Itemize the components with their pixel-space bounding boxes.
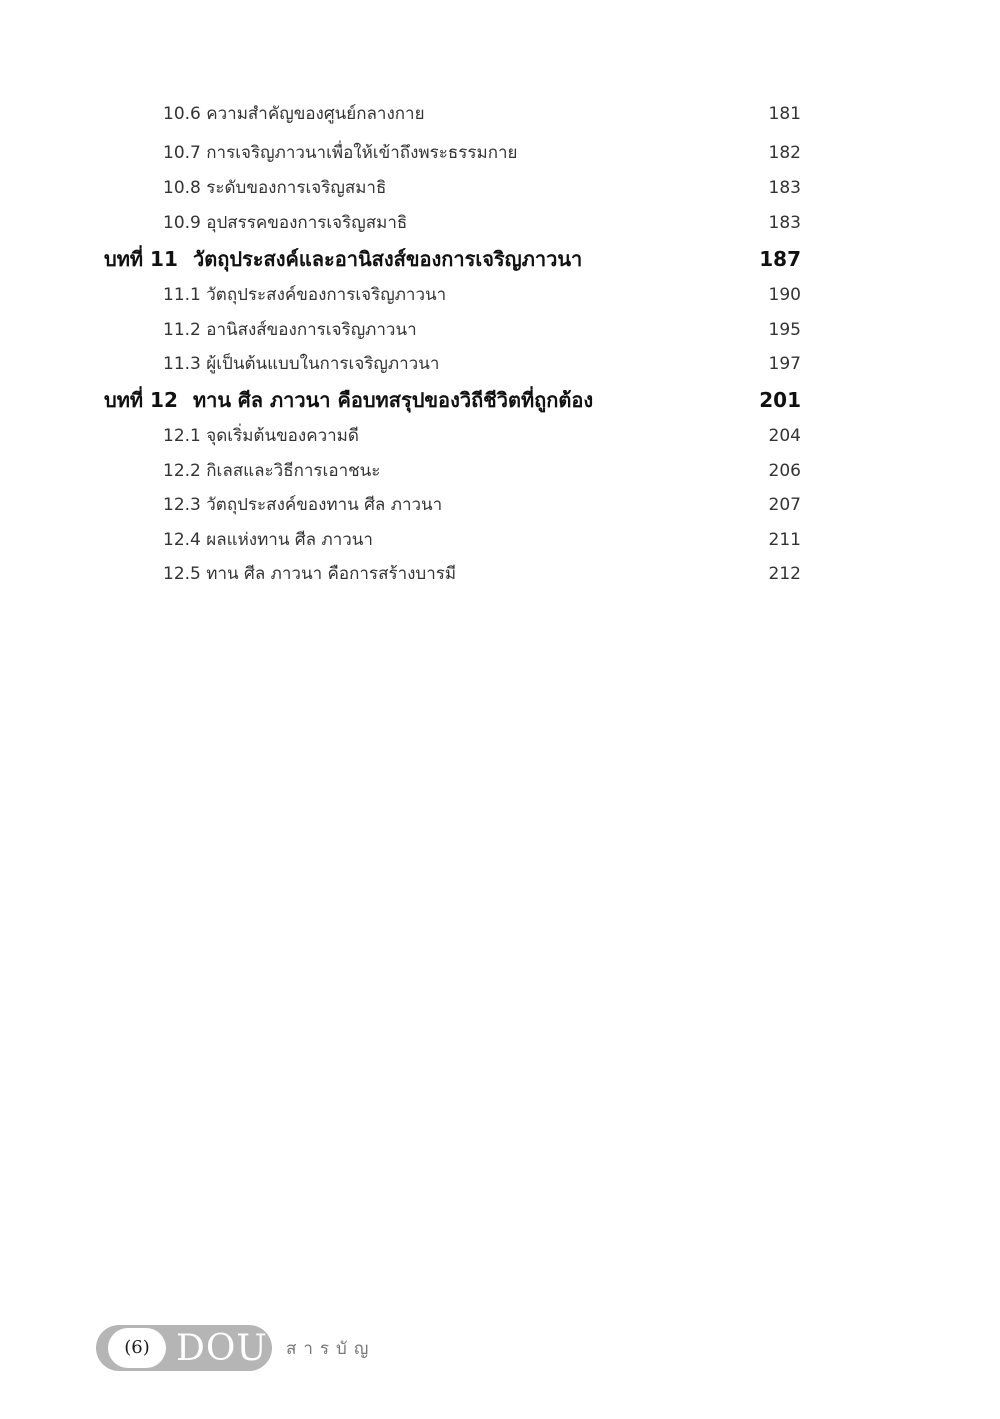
toc-entry — [0, 347, 1000, 381]
toc-entry-page: 207 — [768, 495, 801, 515]
toc-entry-title: 12.5 ทาน ศีล ภาวนา คือการสร้างบารมี — [163, 564, 457, 584]
toc-entry-title: 12.1 จุดเริ่มต้นของความดี — [163, 426, 359, 446]
chapter-title: ทาน ศีล ภาวนา คือบทสรุปของวิถีชีวิตที่ถูกต้อง — [193, 388, 594, 412]
toc-entry — [0, 557, 1000, 591]
toc-entry — [0, 171, 1000, 205]
toc-entry-page: 212 — [768, 564, 801, 584]
toc-chapter-heading — [0, 242, 1000, 276]
toc-entry-title: 11.1 วัตถุประสงค์ของการเจริญภาวนา — [163, 285, 447, 305]
toc-entry — [0, 523, 1000, 557]
toc-entry — [0, 97, 1000, 131]
brand-logo: DOU — [176, 1328, 268, 1369]
toc-entry — [0, 419, 1000, 453]
toc-entry-title: 12.2 กิเลสและวิธีการเอาชนะ — [163, 461, 381, 481]
chapter-number: บทที่ 12 — [104, 388, 178, 412]
toc-entry-title: 10.8 ระดับของการเจริญสมาธิ — [163, 178, 387, 198]
page-footer — [96, 1325, 496, 1373]
page-number: (6) — [108, 1328, 166, 1368]
toc-entry-title: 10.7 การเจริญภาวนาเพื่อให้เข้าถึงพระธรรมกาย — [163, 143, 518, 163]
toc-entry-title: 12.4 ผลแห่งทาน ศีล ภาวนา — [163, 530, 373, 550]
toc-entry-page: 204 — [768, 426, 801, 446]
toc-entry-title: 10.6 ความสำคัญของศูนย์กลางกาย — [163, 104, 425, 124]
toc-entry — [0, 206, 1000, 240]
toc-entry-page: 183 — [768, 213, 801, 233]
toc-entry-page: 183 — [768, 178, 801, 198]
toc-entry — [0, 278, 1000, 312]
chapter-title: วัตถุประสงค์และอานิสงส์ของการเจริญภาวนา — [193, 247, 583, 271]
toc-entry-page: 190 — [768, 285, 801, 305]
toc-entry — [0, 313, 1000, 347]
toc-chapter-title — [104, 242, 582, 276]
toc-entry-page: 182 — [768, 143, 801, 163]
toc-chapter-page: 201 — [759, 388, 801, 412]
toc-chapter-page: 187 — [759, 247, 801, 271]
toc-entry-page: 206 — [768, 461, 801, 481]
toc-entry — [0, 136, 1000, 170]
footer-badge — [96, 1325, 272, 1371]
toc-entry-page: 181 — [768, 104, 801, 124]
toc-entry-page: 211 — [768, 530, 801, 550]
toc-entry-page: 195 — [768, 320, 801, 340]
toc-entry-title: 12.3 วัตถุประสงค์ของทาน ศีล ภาวนา — [163, 495, 443, 515]
toc-entry-title: 10.9 อุปสรรคของการเจริญสมาธิ — [163, 213, 408, 233]
toc-entry — [0, 454, 1000, 488]
toc-chapter-title — [104, 383, 593, 417]
section-title: สารบัญ — [286, 1339, 376, 1359]
toc-chapter-heading — [0, 383, 1000, 417]
toc-entry-page: 197 — [768, 354, 801, 374]
chapter-number: บทที่ 11 — [104, 247, 178, 271]
toc-entry — [0, 488, 1000, 522]
toc-entry-title: 11.2 อานิสงส์ของการเจริญภาวนา — [163, 320, 417, 340]
toc-entry-title: 11.3 ผู้เป็นต้นแบบในการเจริญภาวนา — [163, 354, 440, 374]
